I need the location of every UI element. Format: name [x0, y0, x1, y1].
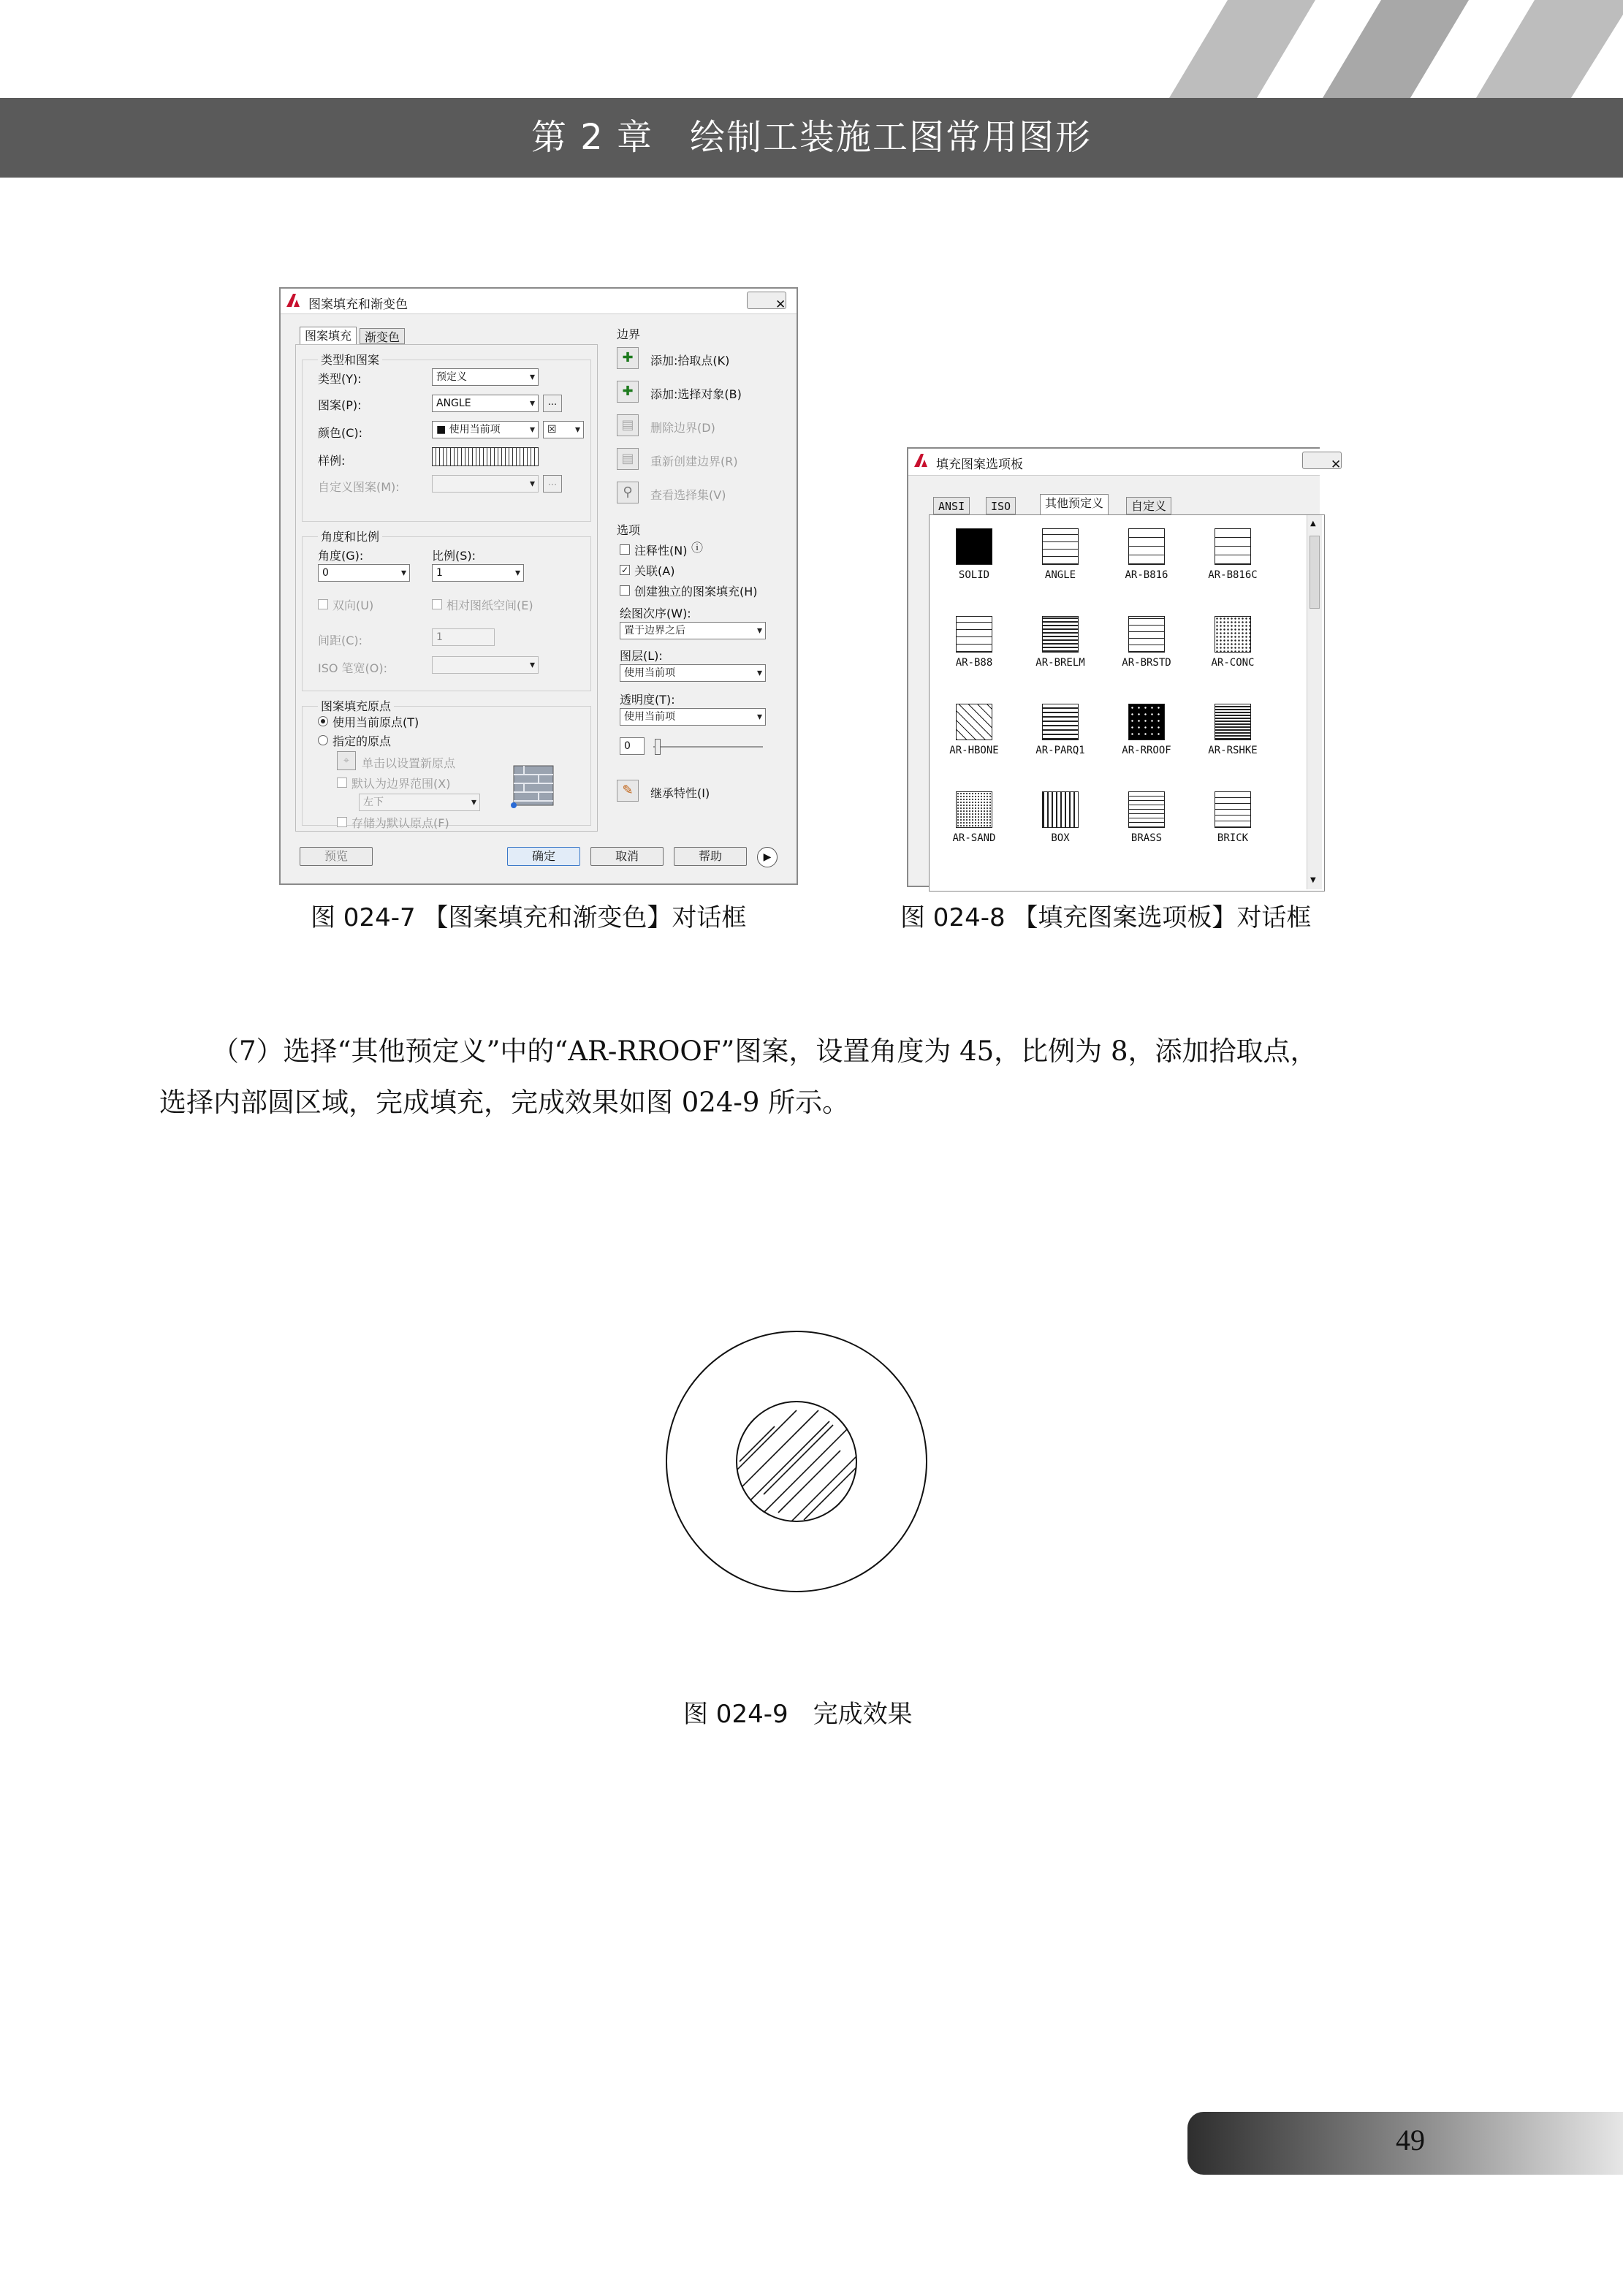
pattern-item-ar-rroof[interactable] — [1106, 704, 1187, 756]
add-pick-points-icon: ✚ — [622, 350, 634, 365]
pattern-grid-scrollbar[interactable] — [1307, 515, 1322, 889]
no-fill-icon: ☒ — [547, 424, 557, 436]
pattern-item-ar-hbone[interactable] — [934, 704, 1014, 756]
color-dropdown[interactable]: ■ 使用当前项 ▾ — [432, 421, 539, 438]
close-icon: ✕ — [1331, 457, 1342, 472]
recreate-boundary-icon: ▤ — [621, 451, 634, 466]
scale-label: 比例(S): — [432, 549, 476, 563]
palette-title: 填充图案选项板 — [936, 457, 1023, 472]
pattern-label: 图案(P): — [318, 398, 362, 412]
page-number: 49 — [1396, 2124, 1425, 2156]
type-pattern-group-title: 类型和图案 — [318, 351, 382, 368]
pattern-swatch-icon — [1042, 528, 1079, 565]
transparency-slider-thumb[interactable] — [655, 739, 661, 755]
pattern-label: SOLID — [958, 569, 990, 581]
figure-7-caption: 图 024-7 【图案填充和渐变色】对话框 — [311, 903, 747, 932]
layer-dropdown[interactable]: 使用当前项 ▾ — [620, 664, 766, 682]
pattern-label: ANGLE — [1044, 569, 1076, 581]
custom-pattern-label: 自定义图案(M): — [318, 480, 400, 494]
pattern-item-ar-rshke[interactable] — [1193, 704, 1273, 756]
tab-custom[interactable]: 自定义 — [1126, 497, 1171, 514]
pattern-item-box[interactable] — [1020, 791, 1101, 844]
pattern-item-ar-parq1[interactable] — [1020, 704, 1101, 756]
hatch-tab-panel — [295, 344, 598, 832]
inherit-properties-button[interactable] — [617, 780, 639, 802]
pattern-label: AR-B816C — [1208, 569, 1258, 581]
pattern-label: AR-RROOF — [1122, 745, 1171, 756]
pattern-swatch-icon — [956, 528, 992, 565]
pattern-label: AR-BRSTD — [1122, 657, 1171, 669]
spacing-label: 间距(C): — [318, 634, 363, 647]
type-label: 类型(Y): — [318, 372, 362, 386]
add-select-objects-label[interactable]: 添加:选择对象(B) — [650, 387, 742, 401]
tab-gradient[interactable]: 渐变色 — [360, 328, 405, 344]
scale-dropdown[interactable]: 1 ▾ — [432, 564, 524, 582]
store-default-origin-label: 存储为默认原点(F) — [351, 816, 449, 830]
pattern-label: AR-B88 — [955, 657, 993, 669]
brush-icon: ✎ — [622, 783, 634, 798]
remove-boundaries-button — [617, 414, 639, 436]
add-select-objects-icon: ✚ — [622, 384, 634, 399]
pattern-item-ar-b88[interactable] — [934, 616, 1014, 669]
dialog-titlebar — [281, 289, 797, 314]
pattern-swatch-icon — [1042, 704, 1079, 740]
associative-label: 关联(A) — [634, 564, 675, 578]
hatch-pattern-palette-dialog — [907, 447, 1342, 887]
pattern-swatch-icon — [1042, 791, 1079, 828]
pattern-swatch-icon — [1128, 791, 1165, 828]
type-dropdown[interactable]: 预定义 ▾ — [432, 368, 539, 386]
scroll-up-icon[interactable]: ▲ — [1310, 520, 1316, 528]
recreate-boundary-label: 重新创建边界(R) — [650, 455, 738, 468]
check-icon: ✓ — [620, 565, 629, 575]
pattern-label: AR-CONC — [1211, 657, 1255, 669]
tab-other-predefined[interactable]: 其他预定义 — [1040, 494, 1109, 514]
pattern-swatch-icon — [1128, 704, 1165, 740]
add-pick-points-label[interactable]: 添加:拾取点(K) — [650, 354, 730, 368]
pattern-swatch-icon — [1215, 704, 1251, 740]
pattern-dropdown[interactable]: ANGLE ▾ — [432, 395, 539, 412]
close-icon: ✕ — [775, 297, 786, 312]
pattern-swatch-icon — [1128, 528, 1165, 565]
magnifier-icon: ⚲ — [623, 484, 633, 500]
hatch-origin-group-title: 图案填充原点 — [318, 697, 394, 714]
pattern-item-brick[interactable] — [1193, 791, 1273, 844]
header-decoration-stripes — [1140, 0, 1623, 98]
figure-9-caption: 图 024-9 完成效果 — [683, 1700, 913, 1729]
remove-boundaries-label: 删除边界(D) — [650, 421, 715, 435]
specified-origin-radio[interactable] — [318, 735, 328, 745]
associative-checkbox[interactable] — [620, 565, 630, 575]
autocad-logo-icon — [286, 294, 303, 307]
more-options-button[interactable] — [757, 847, 778, 867]
arrow-right-icon: ▶ — [763, 851, 772, 863]
pattern-label: AR-BRELM — [1035, 657, 1085, 669]
pattern-item-ar-conc[interactable] — [1193, 616, 1273, 669]
iso-pen-label: ISO 笔宽(O): — [318, 661, 388, 675]
pattern-label: AR-RSHKE — [1208, 745, 1258, 756]
chapter-title: 第 2 章 绘制工装施工图常用图形 — [531, 117, 1092, 158]
hatch-gradient-dialog — [279, 287, 798, 885]
pattern-swatch-icon — [1215, 528, 1251, 565]
iso-pen-dropdown — [432, 656, 539, 674]
annotative-checkbox[interactable] — [620, 544, 630, 555]
view-selections-button — [617, 482, 639, 503]
custom-pattern-dropdown — [432, 475, 539, 493]
options-section-title: 选项 — [617, 523, 641, 537]
pattern-item-ar-brelm[interactable] — [1020, 616, 1101, 669]
recreate-boundary-button — [617, 448, 639, 470]
pattern-swatch-icon — [956, 616, 992, 653]
pattern-label: BRASS — [1130, 832, 1163, 844]
pattern-grid-panel — [929, 514, 1325, 892]
pattern-swatch-icon — [956, 791, 992, 828]
double-checkbox[interactable] — [318, 599, 328, 609]
info-icon: ⓘ — [691, 541, 704, 555]
store-default-origin-checkbox[interactable] — [337, 817, 347, 827]
remove-boundaries-icon: ▤ — [621, 417, 634, 433]
pattern-item-ar-b816[interactable] — [1106, 528, 1187, 581]
round-table-drawing — [577, 1242, 1016, 1681]
close-button[interactable] — [747, 292, 786, 312]
relative-paper-label: 相对图纸空间(E) — [446, 598, 533, 612]
default-extent-checkbox[interactable] — [337, 778, 347, 788]
separate-hatches-checkbox[interactable] — [620, 585, 630, 596]
click-set-origin-label: 单击以设置新原点 — [362, 756, 456, 770]
dialog-title: 图案填充和渐变色 — [308, 297, 408, 312]
help-button[interactable]: 帮助 — [674, 847, 747, 866]
pattern-label: AR-SAND — [952, 832, 996, 844]
spacing-input[interactable]: 1 — [432, 628, 495, 646]
default-extent-label: 默认为边界范围(X) — [351, 777, 451, 791]
color-label: 颜色(C): — [318, 426, 363, 440]
use-current-origin-radio[interactable] — [318, 716, 328, 726]
scroll-down-icon[interactable]: ▼ — [1310, 876, 1316, 884]
pattern-label: AR-HBONE — [949, 745, 999, 756]
angle-label: 角度(G): — [318, 549, 364, 563]
pattern-label: BOX — [1051, 832, 1070, 844]
pattern-swatch-icon — [1215, 791, 1251, 828]
pattern-label: AR-PARQ1 — [1035, 745, 1085, 756]
add-select-objects-button[interactable] — [617, 381, 639, 403]
tab-iso[interactable]: ISO — [986, 497, 1016, 514]
transparency-label: 透明度(T): — [620, 693, 675, 707]
close-button[interactable] — [1302, 452, 1342, 472]
pattern-item-brass[interactable] — [1106, 791, 1187, 844]
boundary-section-title: 边界 — [617, 327, 641, 341]
pattern-browse-button[interactable]: ... — [543, 395, 562, 412]
draw-order-dropdown[interactable]: 置于边界之后 ▾ — [620, 622, 766, 639]
scrollbar-thumb[interactable] — [1310, 536, 1320, 609]
angle-dropdown[interactable]: 0 ▾ — [318, 564, 410, 582]
palette-titlebar — [908, 449, 1342, 476]
use-current-origin-label: 使用当前原点(T) — [332, 715, 419, 729]
double-label: 双向(U) — [332, 598, 374, 612]
inherit-properties-label[interactable]: 继承特性(I) — [650, 786, 710, 800]
pattern-item-solid[interactable] — [934, 528, 1014, 581]
origin-position-dropdown: 左下 ▾ — [359, 794, 480, 811]
transparency-dropdown[interactable]: 使用当前项 ▾ — [620, 708, 766, 726]
body-paragraph-line-1: （7）选择“其他预定义”中的“AR-RROOF”图案，设置角度为 45，比例为 8，添加拾取点， — [212, 1035, 1318, 1067]
pattern-swatch-icon — [1215, 616, 1251, 653]
background-color-dropdown[interactable] — [543, 421, 584, 438]
relative-paper-checkbox[interactable] — [432, 599, 442, 609]
angle-scale-group-title: 角度和比例 — [318, 528, 382, 544]
autocad-logo-icon — [914, 454, 930, 467]
preview-button[interactable]: 预览 — [300, 847, 373, 866]
pattern-swatch-icon — [1042, 616, 1079, 653]
specified-origin-label: 指定的原点 — [332, 734, 392, 748]
draw-order-label: 绘图次序(W): — [620, 607, 691, 620]
pattern-item-angle[interactable] — [1020, 528, 1101, 581]
origin-preview-icon — [509, 761, 558, 810]
swatch-label: 样例: — [318, 454, 346, 468]
separate-hatches-label: 创建独立的图案填充(H) — [634, 585, 758, 598]
figure-8-caption: 图 024-8 【填充图案选项板】对话框 — [900, 903, 1312, 932]
pattern-item-ar-b816c[interactable] — [1193, 528, 1273, 581]
transparency-slider-track[interactable] — [653, 746, 763, 748]
tab-ansi[interactable]: ANSI — [933, 497, 970, 514]
layer-label: 图层(L): — [620, 649, 663, 663]
body-paragraph-line-2: 选择内部圆区域，完成填充，完成效果如图 024-9 所示。 — [159, 1087, 850, 1118]
set-origin-button — [337, 751, 356, 770]
transparency-value-input[interactable]: 0 — [620, 737, 645, 755]
view-selections-label: 查看选择集(V) — [650, 488, 726, 502]
tab-hatch[interactable]: 图案填充 — [300, 327, 357, 344]
pick-origin-icon: ⌖ — [343, 755, 349, 767]
pattern-swatch[interactable] — [432, 447, 539, 466]
pattern-label: BRICK — [1217, 832, 1249, 844]
pattern-label: AR-B816 — [1125, 569, 1168, 581]
pattern-item-ar-brstd[interactable] — [1106, 616, 1187, 669]
ok-button[interactable]: 确定 — [507, 847, 580, 866]
cancel-button[interactable]: 取消 — [590, 847, 664, 866]
add-pick-points-button[interactable] — [617, 347, 639, 369]
pattern-swatch-icon — [1128, 616, 1165, 653]
annotative-label: 注释性(N) — [634, 544, 688, 558]
custom-pattern-browse-button: ... — [543, 475, 562, 493]
pattern-swatch-icon — [956, 704, 992, 740]
pattern-item-ar-sand[interactable] — [934, 791, 1014, 844]
